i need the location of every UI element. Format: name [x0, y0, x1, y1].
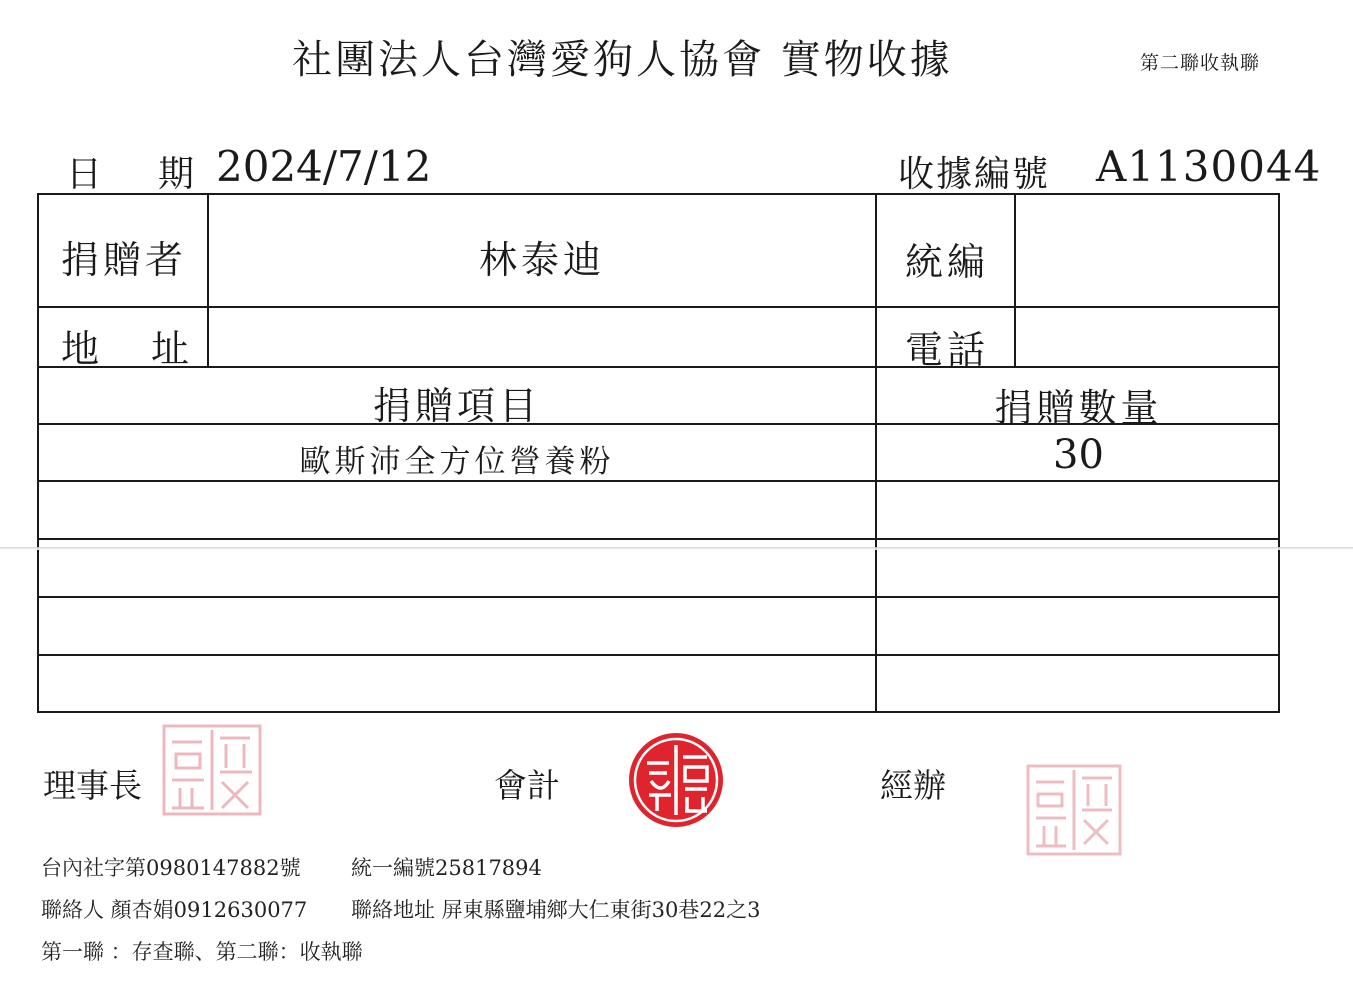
handler-label: 經辦 — [880, 766, 946, 805]
receipt-number-value: A1130044 — [1096, 142, 1322, 191]
donor-value: 林泰迪 — [478, 238, 605, 282]
contact-address: 聯絡地址 屏東縣鹽埔鄉大仁東街30巷22之3 — [351, 898, 761, 922]
row-divider — [39, 596, 1278, 598]
address-label-char-1: 地 — [61, 327, 104, 371]
receipt-table — [37, 193, 1280, 713]
receipt-title: 社團法人台灣愛狗人協會 實物收據 — [292, 37, 953, 83]
chairman-label: 理事長 — [43, 766, 142, 805]
address-label-char-2: 址 — [151, 327, 194, 371]
accountant-seal-stamp — [627, 731, 725, 829]
row-divider — [39, 306, 1278, 308]
date-label-char-2: 期 — [158, 154, 195, 195]
copy-label: 第二聯收執聯 — [1140, 52, 1261, 74]
tax-id-label: 統編 — [905, 240, 990, 284]
item-row-1-qty: 30 — [1053, 432, 1104, 478]
item-row-1-name: 歐斯沛全方位營養粉 — [299, 444, 615, 480]
handler-seal-stamp — [1024, 762, 1124, 858]
date-value: 2024/7/12 — [216, 142, 432, 191]
quantity-column-header: 捐贈數量 — [994, 386, 1163, 430]
receipt-number-label: 收據編號 — [898, 154, 1051, 195]
phone-label: 電話 — [905, 328, 990, 372]
col-divider — [1014, 195, 1016, 366]
chairman-seal-stamp — [160, 720, 264, 820]
row-divider — [39, 538, 1278, 540]
address-label — [61, 318, 193, 373]
paper-fold-line — [0, 547, 1353, 550]
date-label-char-1: 日 — [66, 154, 103, 195]
item-column-header: 捐贈項目 — [372, 384, 541, 428]
date-label — [66, 146, 194, 197]
unified-number: 統一編號25817894 — [351, 856, 542, 880]
copies-note: 第一聯 ：存查聯、第二聯：收執聯 — [41, 940, 363, 964]
row-divider — [39, 654, 1278, 656]
registration-number: 台內社字第0980147882號 — [41, 856, 301, 880]
contact-person: 聯絡人 顏杏娟0912630077 — [41, 898, 308, 922]
accountant-label: 會計 — [494, 766, 560, 805]
row-divider — [39, 366, 1278, 368]
donor-label: 捐贈者 — [61, 238, 188, 282]
